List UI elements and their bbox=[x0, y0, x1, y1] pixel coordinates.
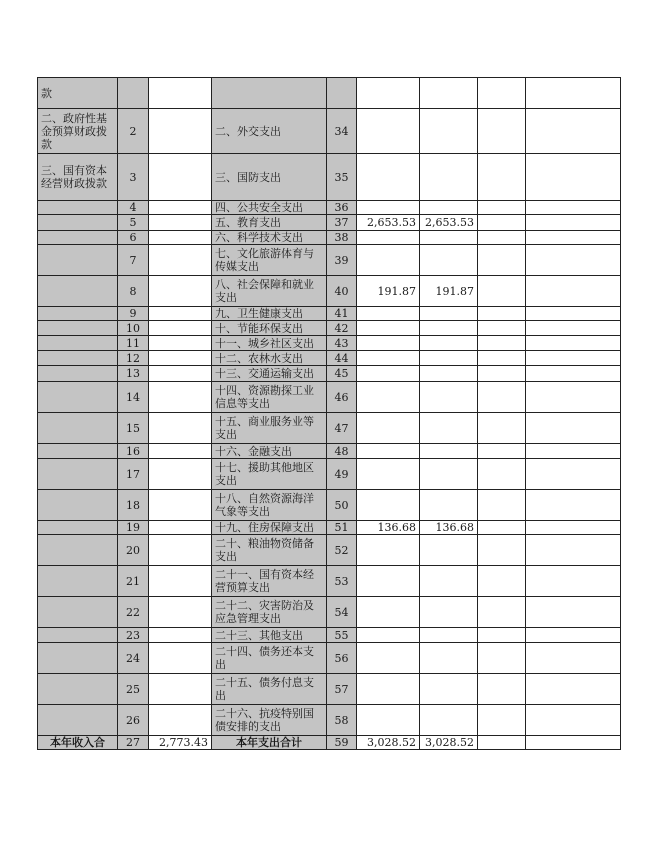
general-budget-cell bbox=[420, 245, 478, 276]
income-amount-cell bbox=[149, 276, 212, 307]
general-budget-cell bbox=[420, 78, 478, 109]
fund-budget-cell bbox=[478, 351, 526, 366]
income-amount-cell bbox=[149, 566, 212, 597]
expense-item-cell: 十九、住房保障支出 bbox=[212, 521, 327, 535]
income-line-no-cell: 6 bbox=[118, 231, 149, 245]
income-amount-cell bbox=[149, 705, 212, 736]
general-budget-cell bbox=[420, 109, 478, 154]
expense-line-no-cell: 45 bbox=[327, 366, 357, 382]
fund-budget-cell bbox=[478, 490, 526, 521]
expense-line-no-cell: 41 bbox=[327, 307, 357, 321]
capital-budget-cell bbox=[526, 245, 621, 276]
expense-line-no-cell: 46 bbox=[327, 382, 357, 413]
expense-item-cell: 二十三、其他支出 bbox=[212, 628, 327, 643]
fund-budget-cell bbox=[478, 109, 526, 154]
table-row bbox=[38, 705, 621, 736]
income-line-no-cell: 19 bbox=[118, 521, 149, 535]
fund-budget-cell bbox=[478, 566, 526, 597]
expense-item-cell: 八、社会保障和就业支出 bbox=[212, 276, 327, 307]
capital-budget-cell bbox=[526, 444, 621, 459]
table-row bbox=[38, 201, 621, 215]
income-amount-cell bbox=[149, 459, 212, 490]
capital-budget-cell bbox=[526, 109, 621, 154]
fund-budget-cell bbox=[478, 276, 526, 307]
expense-line-no-cell: 36 bbox=[327, 201, 357, 215]
table-row bbox=[38, 674, 621, 705]
income-item-cell bbox=[38, 628, 118, 643]
expense-total-cell bbox=[357, 490, 420, 521]
expense-total-cell bbox=[357, 382, 420, 413]
expense-total-cell bbox=[357, 154, 420, 201]
income-line-no-cell: 23 bbox=[118, 628, 149, 643]
income-amount-cell bbox=[149, 366, 212, 382]
table-row bbox=[38, 566, 621, 597]
income-item-cell bbox=[38, 566, 118, 597]
income-amount-cell bbox=[149, 521, 212, 535]
expense-line-no-cell: 43 bbox=[327, 336, 357, 351]
fund-budget-cell bbox=[478, 459, 526, 490]
table-row bbox=[38, 535, 621, 566]
expense-total-cell bbox=[357, 643, 420, 674]
general-budget-cell: 2,653.53 bbox=[420, 215, 478, 231]
income-item-cell bbox=[38, 459, 118, 490]
income-line-no-cell: 20 bbox=[118, 535, 149, 566]
income-amount-cell bbox=[149, 382, 212, 413]
table-row bbox=[38, 321, 621, 336]
expense-item-cell: 十四、资源勘探工业信息等支出 bbox=[212, 382, 327, 413]
fund-budget-cell bbox=[478, 444, 526, 459]
expense-line-no-cell: 39 bbox=[327, 245, 357, 276]
income-line-no-cell: 8 bbox=[118, 276, 149, 307]
table-row bbox=[38, 245, 621, 276]
expense-line-no-cell: 47 bbox=[327, 413, 357, 444]
general-budget-cell bbox=[420, 535, 478, 566]
income-line-no-cell: 17 bbox=[118, 459, 149, 490]
fund-budget-cell bbox=[478, 674, 526, 705]
income-item-cell: 款 bbox=[38, 78, 118, 109]
income-line-no-cell: 3 bbox=[118, 154, 149, 201]
fund-budget-cell bbox=[478, 521, 526, 535]
income-item-cell bbox=[38, 643, 118, 674]
income-item-cell bbox=[38, 521, 118, 535]
table-row bbox=[38, 459, 621, 490]
capital-budget-cell bbox=[526, 336, 621, 351]
expense-line-no-cell: 53 bbox=[327, 566, 357, 597]
general-budget-cell: 136.68 bbox=[420, 521, 478, 535]
expense-total-cell bbox=[357, 674, 420, 705]
budget-table bbox=[37, 77, 621, 750]
income-amount-cell bbox=[149, 215, 212, 231]
general-budget-cell bbox=[420, 705, 478, 736]
expense-total-cell bbox=[357, 245, 420, 276]
expense-item-cell: 二、外交支出 bbox=[212, 109, 327, 154]
income-item-cell bbox=[38, 705, 118, 736]
expense-line-no-cell: 37 bbox=[327, 215, 357, 231]
fund-budget-cell bbox=[478, 215, 526, 231]
expense-line-no-cell bbox=[327, 78, 357, 109]
expense-total-cell bbox=[357, 366, 420, 382]
income-amount-cell bbox=[149, 321, 212, 336]
table-row bbox=[38, 597, 621, 628]
totals-row bbox=[38, 736, 621, 750]
general-budget-cell bbox=[420, 674, 478, 705]
table-row bbox=[38, 490, 621, 521]
expense-item-cell: 九、卫生健康支出 bbox=[212, 307, 327, 321]
fund-budget-cell bbox=[478, 535, 526, 566]
expense-total-cell bbox=[357, 307, 420, 321]
capital-budget-cell bbox=[526, 351, 621, 366]
capital-budget-cell bbox=[526, 154, 621, 201]
general-budget-cell bbox=[420, 366, 478, 382]
expense-total-cell bbox=[357, 444, 420, 459]
income-item-cell: 二、政府性基金预算财政拨款 bbox=[38, 109, 118, 154]
general-budget-cell bbox=[420, 413, 478, 444]
income-item-cell bbox=[38, 245, 118, 276]
fund-budget-cell bbox=[478, 321, 526, 336]
capital-budget-cell bbox=[526, 231, 621, 245]
expense-total-cell: 136.68 bbox=[357, 521, 420, 535]
table-row bbox=[38, 444, 621, 459]
expense-item-cell: 二十五、债务付息支出 bbox=[212, 674, 327, 705]
expense-total-cell: 3,028.52 bbox=[357, 736, 420, 750]
income-item-cell bbox=[38, 201, 118, 215]
expense-total-cell: 2,653.53 bbox=[357, 215, 420, 231]
fund-budget-cell bbox=[478, 245, 526, 276]
expense-line-no-cell: 49 bbox=[327, 459, 357, 490]
table-row bbox=[38, 413, 621, 444]
capital-budget-cell bbox=[526, 521, 621, 535]
expense-item-cell: 十、节能环保支出 bbox=[212, 321, 327, 336]
income-line-no-cell: 27 bbox=[118, 736, 149, 750]
income-line-no-cell: 18 bbox=[118, 490, 149, 521]
income-line-no-cell: 2 bbox=[118, 109, 149, 154]
capital-budget-cell bbox=[526, 201, 621, 215]
table-row bbox=[38, 307, 621, 321]
general-budget-cell: 3,028.52 bbox=[420, 736, 478, 750]
income-amount-cell: 2,773.43 bbox=[149, 736, 212, 750]
general-budget-cell bbox=[420, 231, 478, 245]
income-line-no-cell: 13 bbox=[118, 366, 149, 382]
capital-budget-cell bbox=[526, 674, 621, 705]
income-amount-cell bbox=[149, 628, 212, 643]
income-line-no-cell: 11 bbox=[118, 336, 149, 351]
expense-total-cell bbox=[357, 201, 420, 215]
expense-total-cell bbox=[357, 413, 420, 444]
income-amount-cell bbox=[149, 413, 212, 444]
capital-budget-cell bbox=[526, 597, 621, 628]
capital-budget-cell bbox=[526, 566, 621, 597]
expense-total-cell bbox=[357, 566, 420, 597]
capital-budget-cell bbox=[526, 382, 621, 413]
expense-line-no-cell: 38 bbox=[327, 231, 357, 245]
expense-total-cell bbox=[357, 705, 420, 736]
expense-item-cell: 三、国防支出 bbox=[212, 154, 327, 201]
expense-total-cell bbox=[357, 351, 420, 366]
income-item-cell bbox=[38, 535, 118, 566]
income-item-cell bbox=[38, 215, 118, 231]
general-budget-cell bbox=[420, 201, 478, 215]
table-row bbox=[38, 382, 621, 413]
table-row bbox=[38, 643, 621, 674]
fund-budget-cell bbox=[478, 597, 526, 628]
income-item-cell bbox=[38, 321, 118, 336]
expense-item-cell bbox=[212, 78, 327, 109]
expense-line-no-cell: 40 bbox=[327, 276, 357, 307]
expense-line-no-cell: 57 bbox=[327, 674, 357, 705]
income-item-cell bbox=[38, 276, 118, 307]
expense-total-cell bbox=[357, 336, 420, 351]
expense-line-no-cell: 44 bbox=[327, 351, 357, 366]
expense-item-cell: 五、教育支出 bbox=[212, 215, 327, 231]
table-row bbox=[38, 231, 621, 245]
fund-budget-cell bbox=[478, 413, 526, 444]
general-budget-cell bbox=[420, 382, 478, 413]
general-budget-cell bbox=[420, 351, 478, 366]
expense-item-cell: 四、公共安全支出 bbox=[212, 201, 327, 215]
fund-budget-cell bbox=[478, 382, 526, 413]
capital-budget-cell bbox=[526, 490, 621, 521]
capital-budget-cell bbox=[526, 321, 621, 336]
expense-total-cell bbox=[357, 535, 420, 566]
income-item-cell bbox=[38, 307, 118, 321]
income-amount-cell bbox=[149, 597, 212, 628]
expense-total-cell bbox=[357, 597, 420, 628]
income-item-cell bbox=[38, 413, 118, 444]
expense-total-cell bbox=[357, 628, 420, 643]
income-item-cell bbox=[38, 597, 118, 628]
expense-line-no-cell: 35 bbox=[327, 154, 357, 201]
expense-line-no-cell: 34 bbox=[327, 109, 357, 154]
income-line-no-cell: 4 bbox=[118, 201, 149, 215]
general-budget-cell bbox=[420, 321, 478, 336]
expense-item-cell: 六、科学技术支出 bbox=[212, 231, 327, 245]
expense-item-cell: 十五、商业服务业等支出 bbox=[212, 413, 327, 444]
income-amount-cell bbox=[149, 78, 212, 109]
expense-item-cell: 十一、城乡社区支出 bbox=[212, 336, 327, 351]
fund-budget-cell bbox=[478, 307, 526, 321]
fund-budget-cell bbox=[478, 154, 526, 201]
table-row bbox=[38, 521, 621, 535]
general-budget-cell bbox=[420, 597, 478, 628]
table-row bbox=[38, 215, 621, 231]
capital-budget-cell bbox=[526, 535, 621, 566]
general-budget-cell bbox=[420, 444, 478, 459]
fund-budget-cell bbox=[478, 78, 526, 109]
capital-budget-cell bbox=[526, 276, 621, 307]
table-row bbox=[38, 628, 621, 643]
income-amount-cell bbox=[149, 643, 212, 674]
expense-item-cell: 二十二、灾害防治及应急管理支出 bbox=[212, 597, 327, 628]
income-item-cell bbox=[38, 351, 118, 366]
table-row bbox=[38, 78, 621, 109]
table-row bbox=[38, 366, 621, 382]
fund-budget-cell bbox=[478, 336, 526, 351]
expense-item-cell: 十六、金融支出 bbox=[212, 444, 327, 459]
capital-budget-cell bbox=[526, 215, 621, 231]
general-budget-cell bbox=[420, 307, 478, 321]
income-amount-cell bbox=[149, 674, 212, 705]
income-item-cell bbox=[38, 444, 118, 459]
income-amount-cell bbox=[149, 336, 212, 351]
expense-item-cell: 十二、农林水支出 bbox=[212, 351, 327, 366]
income-line-no-cell: 14 bbox=[118, 382, 149, 413]
income-line-no-cell: 26 bbox=[118, 705, 149, 736]
expense-line-no-cell: 56 bbox=[327, 643, 357, 674]
expense-line-no-cell: 52 bbox=[327, 535, 357, 566]
income-line-no-cell: 10 bbox=[118, 321, 149, 336]
expense-line-no-cell: 42 bbox=[327, 321, 357, 336]
fund-budget-cell bbox=[478, 628, 526, 643]
expense-total-cell bbox=[357, 78, 420, 109]
income-line-no-cell: 5 bbox=[118, 215, 149, 231]
capital-budget-cell bbox=[526, 366, 621, 382]
income-amount-cell bbox=[149, 231, 212, 245]
capital-budget-cell bbox=[526, 628, 621, 643]
expense-line-no-cell: 48 bbox=[327, 444, 357, 459]
expense-total-cell bbox=[357, 231, 420, 245]
expense-total-cell bbox=[357, 109, 420, 154]
capital-budget-cell bbox=[526, 643, 621, 674]
fund-budget-cell bbox=[478, 705, 526, 736]
income-amount-cell bbox=[149, 154, 212, 201]
general-budget-cell bbox=[420, 336, 478, 351]
income-item-cell bbox=[38, 490, 118, 521]
expense-item-cell: 二十四、债务还本支出 bbox=[212, 643, 327, 674]
expense-total-cell bbox=[357, 321, 420, 336]
expense-item-cell: 本年支出合计 bbox=[212, 736, 327, 750]
expense-line-no-cell: 59 bbox=[327, 736, 357, 750]
income-line-no-cell: 12 bbox=[118, 351, 149, 366]
general-budget-cell bbox=[420, 643, 478, 674]
income-amount-cell bbox=[149, 444, 212, 459]
table-row bbox=[38, 336, 621, 351]
expense-line-no-cell: 50 bbox=[327, 490, 357, 521]
expense-line-no-cell: 51 bbox=[327, 521, 357, 535]
expense-item-cell: 十三、交通运输支出 bbox=[212, 366, 327, 382]
fund-budget-cell bbox=[478, 366, 526, 382]
expense-item-cell: 二十一、国有资本经营预算支出 bbox=[212, 566, 327, 597]
income-line-no-cell: 9 bbox=[118, 307, 149, 321]
income-item-cell bbox=[38, 366, 118, 382]
general-budget-cell bbox=[420, 490, 478, 521]
income-line-no-cell: 25 bbox=[118, 674, 149, 705]
general-budget-cell: 191.87 bbox=[420, 276, 478, 307]
capital-budget-cell bbox=[526, 78, 621, 109]
capital-budget-cell bbox=[526, 459, 621, 490]
income-line-no-cell: 22 bbox=[118, 597, 149, 628]
income-amount-cell bbox=[149, 535, 212, 566]
income-line-no-cell: 7 bbox=[118, 245, 149, 276]
table-row bbox=[38, 351, 621, 366]
expense-total-cell bbox=[357, 459, 420, 490]
general-budget-cell bbox=[420, 566, 478, 597]
income-item-cell bbox=[38, 336, 118, 351]
general-budget-cell bbox=[420, 628, 478, 643]
fund-budget-cell bbox=[478, 736, 526, 750]
expense-item-cell: 七、文化旅游体育与传媒支出 bbox=[212, 245, 327, 276]
income-amount-cell bbox=[149, 201, 212, 215]
fund-budget-cell bbox=[478, 643, 526, 674]
income-line-no-cell: 24 bbox=[118, 643, 149, 674]
expense-line-no-cell: 58 bbox=[327, 705, 357, 736]
income-amount-cell bbox=[149, 307, 212, 321]
expense-line-no-cell: 55 bbox=[327, 628, 357, 643]
income-amount-cell bbox=[149, 351, 212, 366]
income-amount-cell bbox=[149, 109, 212, 154]
fund-budget-cell bbox=[478, 231, 526, 245]
income-item-cell bbox=[38, 231, 118, 245]
general-budget-cell bbox=[420, 459, 478, 490]
income-line-no-cell: 16 bbox=[118, 444, 149, 459]
fund-budget-cell bbox=[478, 201, 526, 215]
income-line-no-cell: 15 bbox=[118, 413, 149, 444]
table-row bbox=[38, 154, 621, 201]
expense-item-cell: 二十六、抗疫特别国债安排的支出 bbox=[212, 705, 327, 736]
income-item-cell bbox=[38, 674, 118, 705]
income-item-cell: 本年收入合 bbox=[38, 736, 118, 750]
income-line-no-cell bbox=[118, 78, 149, 109]
income-item-cell: 三、国有资本经营财政拨款 bbox=[38, 154, 118, 201]
general-budget-cell bbox=[420, 154, 478, 201]
capital-budget-cell bbox=[526, 307, 621, 321]
table-row bbox=[38, 109, 621, 154]
table-row bbox=[38, 276, 621, 307]
income-amount-cell bbox=[149, 490, 212, 521]
expense-item-cell: 二十、粮油物资储备支出 bbox=[212, 535, 327, 566]
income-amount-cell bbox=[149, 245, 212, 276]
expense-item-cell: 十八、自然资源海洋气象等支出 bbox=[212, 490, 327, 521]
income-item-cell bbox=[38, 382, 118, 413]
income-line-no-cell: 21 bbox=[118, 566, 149, 597]
expense-total-cell: 191.87 bbox=[357, 276, 420, 307]
capital-budget-cell bbox=[526, 736, 621, 750]
capital-budget-cell bbox=[526, 705, 621, 736]
expense-line-no-cell: 54 bbox=[327, 597, 357, 628]
capital-budget-cell bbox=[526, 413, 621, 444]
expense-item-cell: 十七、援助其他地区支出 bbox=[212, 459, 327, 490]
